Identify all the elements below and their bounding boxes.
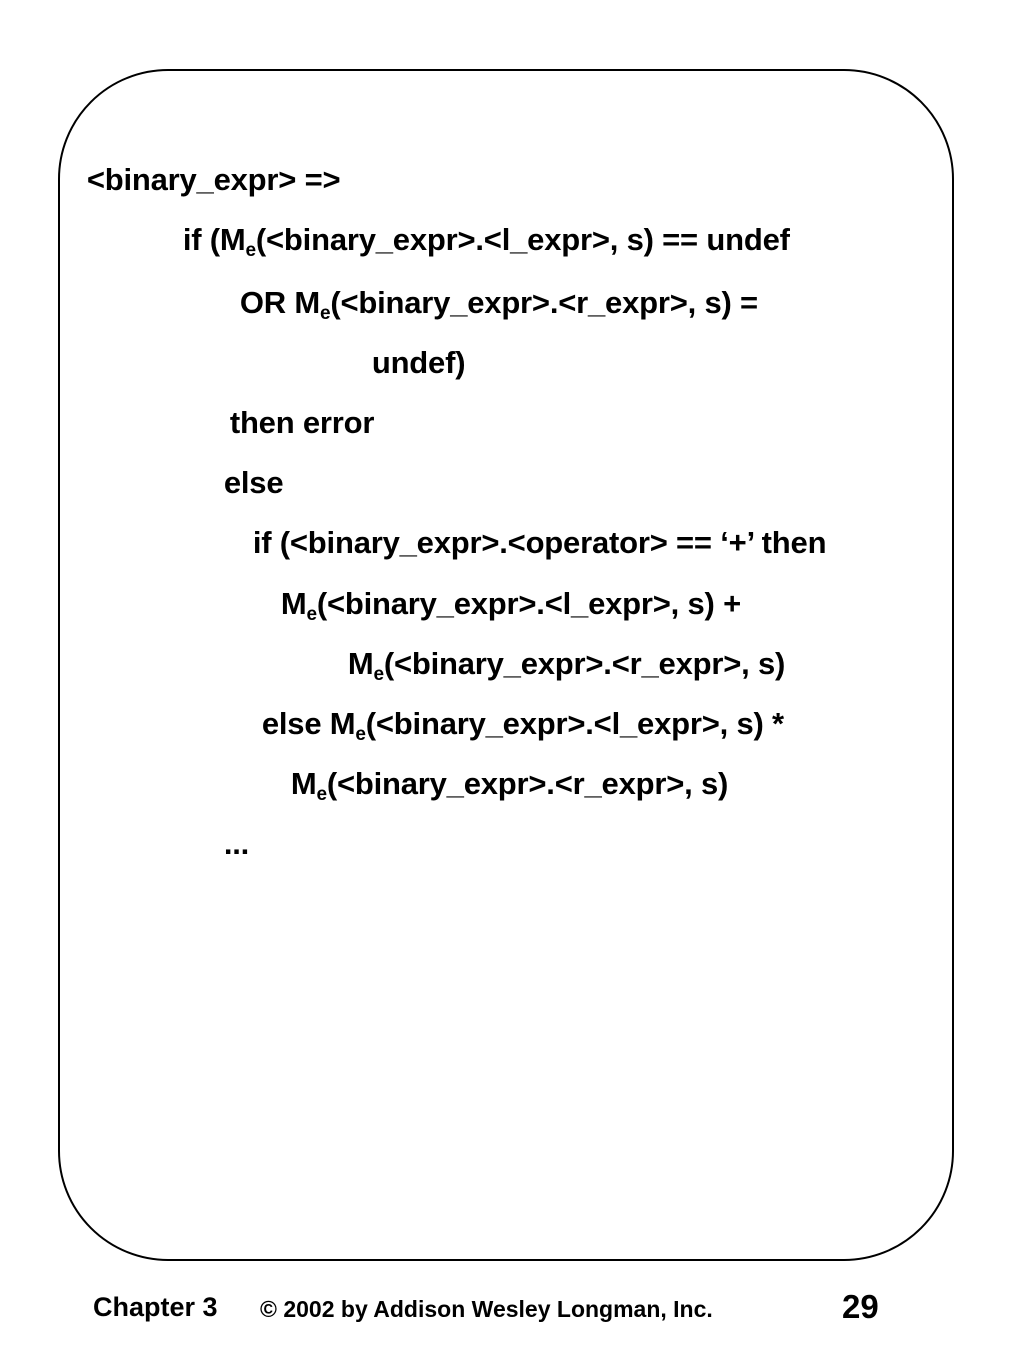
code-line-2: [166, 186, 790, 261]
code-line-text: if (M: [182, 222, 246, 257]
code-line-text: (<binary_expr>.<r_expr>, s) =: [330, 285, 758, 320]
footer-chapter: Chapter 3: [93, 1292, 218, 1322]
subscript: e: [245, 240, 256, 261]
code-line-text: (<binary_expr>.<r_expr>, s): [383, 646, 786, 681]
subscript: e: [319, 303, 331, 324]
page-number: 29: [842, 1288, 879, 1325]
code-line-text: (<binary_expr>.<r_expr>, s): [326, 766, 729, 801]
code-line-text: (<binary_expr>.<l_expr>, s) *: [365, 706, 784, 741]
code-line-text: OR M: [239, 285, 320, 320]
footer-copyright: © 2002 by Addison Wesley Longman, Inc.: [260, 1296, 713, 1322]
code-line-11: [274, 730, 729, 805]
code-line-text: if (<binary_expr>.<operator> == ‘+’ then: [252, 525, 827, 560]
code-line-12: [207, 790, 249, 862]
code-line-text: ...: [223, 826, 250, 861]
code-line-text: (<binary_expr>.<l_expr>, s) == undef: [255, 222, 790, 257]
code-line-text: else M: [261, 706, 356, 741]
code-line-text: <binary_expr> =>: [86, 162, 341, 197]
code-line-text: M: [280, 586, 307, 621]
code-line-text: (<binary_expr>.<l_expr>, s) +: [316, 586, 741, 621]
subscript: e: [355, 724, 366, 745]
subscript: e: [373, 664, 384, 685]
code-line-text: else: [223, 465, 284, 500]
subscript: e: [306, 604, 317, 625]
code-line-3: [223, 249, 758, 324]
code-line-text: M: [290, 766, 317, 801]
code-line-text: M: [347, 646, 374, 681]
code-line-text: then error: [229, 405, 375, 440]
code-line-text: undef): [371, 345, 466, 380]
subscript: e: [316, 784, 327, 805]
